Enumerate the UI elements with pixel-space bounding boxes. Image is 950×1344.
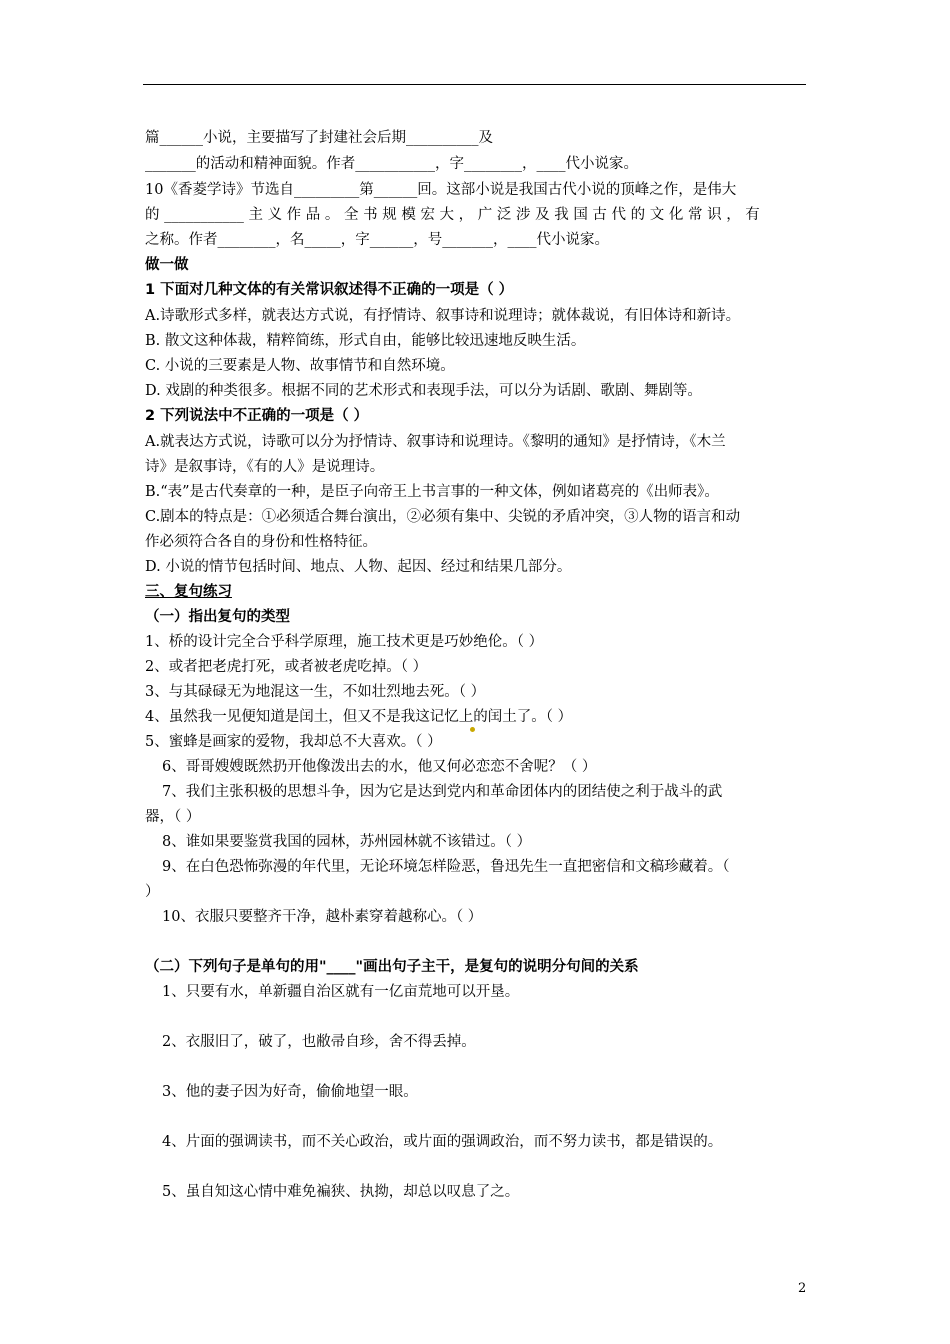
- text-line-a04: D. 戏剧的种类很多。根据不同的艺术形式和表现手法，可以分为话剧、歌剧、舞剧等。: [145, 383, 702, 399]
- text-line-c10: 10、衣服只要整齐干净，越朴素穿着越称心。（ ）: [162, 909, 483, 925]
- text-line-c01: 1、桥的设计完全合乎科学原理，施工技术更是巧妙绝伦。（ ）: [145, 634, 544, 650]
- text-line-a02: B. 散文这种体裁，精粹简练，形式自由，能够比较迅速地反映生活。: [145, 333, 586, 349]
- stray-mark: [470, 727, 475, 732]
- text-line-d02: 2、衣服旧了，破了，也敝帚自珍，舍不得丢掉。: [162, 1034, 476, 1050]
- text-line-l01: 篇______小说，主要描写了封建社会后期__________及: [145, 130, 493, 146]
- text-line-d01: 1、只要有水，单新疆自治区就有一亿亩荒地可以开垦。: [162, 984, 520, 1000]
- text-line-c07b: 器，（ ）: [145, 809, 201, 825]
- text-line-h04: （二）下列句子是单句的用"____"画出句子主干，是复句的说明分句间的关系: [145, 959, 639, 975]
- text-line-b06: D. 小说的情节包括时间、地点、人物、起因、经过和结果几部分。: [145, 559, 572, 575]
- text-line-b04: C.剧本的特点是：①必须适合舞台演出，②必须有集中、尖锐的矛盾冲突，③人物的语言和动: [145, 509, 741, 525]
- text-line-c06: 6、哥哥嫂嫂既然扔开他像泼出去的水，他又何必恋恋不舍呢？（ ）: [162, 759, 597, 775]
- text-line-l02: _______的活动和精神面貌。作者___________，字________，____代小说家。: [145, 156, 638, 172]
- text-line-b01: A.就表达方式说，诗歌可以分为抒情诗、叙事诗和说理诗。《黎明的通知》是抒情诗，《木兰: [145, 434, 726, 450]
- text-line-b05: 作必须符合各自的身份和性格特征。: [145, 534, 377, 550]
- text-line-h03: （一）指出复句的类型: [145, 609, 290, 625]
- text-line-l03: 10《香菱学诗》节选自_________第______回。这部小说是我国古代小说的顶峰之作，是伟大: [145, 182, 737, 198]
- text-line-c08: 8、谁如果要鉴赏我国的园林，苏州园林就不该错过。（ ）: [162, 834, 532, 850]
- text-line-c03: 3、与其碌碌无为地混这一生，不如壮烈地去死。（ ）: [145, 684, 486, 700]
- text-line-c02: 2、或者把老虎打死，或者被老虎吃掉。（ ）: [145, 659, 428, 675]
- text-line-d05: 5、虽自知这心情中难免褊狭、执拗，却总以叹息了之。: [162, 1184, 520, 1200]
- text-line-a01: A.诗歌形式多样，就表达方式说，有抒情诗、叙事诗和说理诗；就体裁说，有旧体诗和新诗。: [145, 308, 741, 324]
- text-line-c09b: ）: [145, 884, 160, 900]
- text-line-b02: 诗》是叙事诗，《有的人》是说理诗。: [145, 459, 385, 475]
- text-line-c05: 5、蜜蜂是画家的爱物，我却总不大喜欢。（ ）: [145, 734, 442, 750]
- text-line-c04: 4、虽然我一见便知道是闰土，但又不是我这记忆上的闰土了。（ ）: [145, 709, 573, 725]
- text-line-q02: 2 下列说法中不正确的一项是（ ）: [145, 408, 369, 424]
- text-line-q01: 1 下面对几种文体的有关常识叙述得不正确的一项是（ ）: [145, 282, 514, 298]
- text-line-c09: 9、在白色恐怖弥漫的年代里，无论环境怎样险恶，鲁迅先生一直把密信和文稿珍藏着。（: [162, 859, 730, 875]
- text-line-l05: 之称。作者________，名_____，字______，号_______，____代小说家。: [145, 232, 609, 248]
- text-line-l04: 的 ___________ 主 义 作 品 。 全 书 规 模 宏 大 ， 广 泛 涉 及 我 国 古 代 的 文 化 常 识 ， 有: [145, 207, 760, 223]
- text-line-h01: 做一做: [145, 257, 189, 273]
- text-line-h02: 三、复句练习: [145, 584, 232, 600]
- text-line-b03: B.“表”是古代奏章的一种，是臣子向帝王上书言事的一种文体，例如诸葛亮的《出师表》。: [145, 484, 719, 500]
- text-line-c07: 7、我们主张积极的思想斗争，因为它是达到党内和革命团体内的团结使之利于战斗的武: [162, 784, 723, 800]
- text-line-a03: C. 小说的三要素是人物、故事情节和自然环境。: [145, 358, 455, 374]
- text-line-d04: 4、片面的强调读书，而不关心政治，或片面的强调政治，而不努力读书，都是错误的。: [162, 1134, 723, 1150]
- page-number: 2: [798, 1281, 807, 1296]
- text-line-d03: 3、他的妻子因为好奇，偷偷地望一眼。: [162, 1084, 418, 1100]
- header-rule: [143, 84, 806, 85]
